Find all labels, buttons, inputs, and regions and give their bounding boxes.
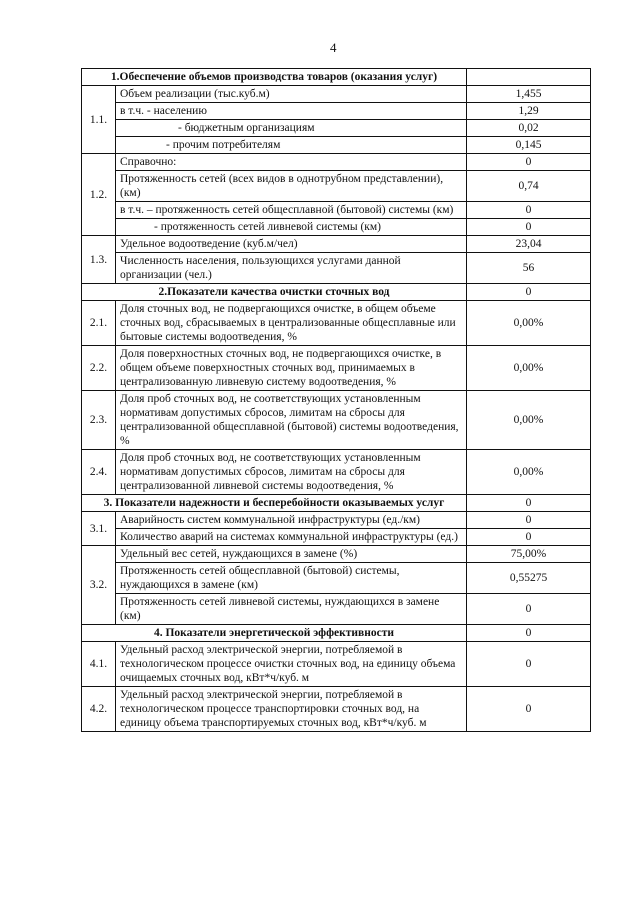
table-row — [82, 546, 591, 563]
section-title: 1.Обеспечение объемов производства товаров (оказания услуг) — [82, 69, 467, 86]
indicator-value: 0,145 — [467, 137, 591, 154]
indicator-value: 75,00% — [467, 546, 591, 563]
table-row — [82, 236, 591, 253]
indicator-value: 23,04 — [467, 236, 591, 253]
row-number: 2.3. — [82, 391, 116, 450]
indicator-value: 1,455 — [467, 86, 591, 103]
indicator-label: Объем реализации (тыс.куб.м) — [116, 86, 467, 103]
indicator-value: 0,55275 — [467, 563, 591, 594]
indicator-value: 0 — [467, 202, 591, 219]
indicator-label: Доля проб сточных вод, не соответствующих установленным нормативам допустимых сбросов, лимитам на сбросы для централизованной общесплавной (бытовой) системы водоотведения, % — [116, 391, 467, 450]
indicator-label: Доля проб сточных вод, не соответствующих установленным нормативам допустимых сбросов, лимитам на сбросы для централизованной ливневой системы водоотведения, % — [116, 450, 467, 495]
table-row — [82, 86, 591, 103]
indicator-value: 0 — [467, 594, 591, 625]
indicator-label: Протяженность сетей (всех видов в однотрубном представлении), (км) — [116, 171, 467, 202]
section-header-row — [82, 69, 591, 86]
section-value: 0 — [467, 625, 591, 642]
section-header-row — [82, 284, 591, 301]
indicator-value: 0 — [467, 687, 591, 732]
section-title: 3. Показатели надежности и бесперебойности оказываемых услуг — [82, 495, 467, 512]
indicator-label: в т.ч. - населению — [116, 103, 467, 120]
section-value — [467, 69, 591, 86]
indicator-value: 0 — [467, 154, 591, 171]
table-row — [82, 137, 591, 154]
indicator-label: Аварийность систем коммунальной инфраструктуры (ед./км) — [116, 512, 467, 529]
row-number: 1.3. — [82, 236, 116, 284]
row-number: 2.2. — [82, 346, 116, 391]
table-row — [82, 346, 591, 391]
indicator-value: 0,74 — [467, 171, 591, 202]
indicator-label: Удельный вес сетей, нуждающихся в замене (%) — [116, 546, 467, 563]
indicator-value: 0,00% — [467, 450, 591, 495]
row-number: 1.1. — [82, 86, 116, 154]
table-row — [82, 253, 591, 284]
indicator-value: 1,29 — [467, 103, 591, 120]
indicator-value: 0,00% — [467, 346, 591, 391]
indicator-value: 0 — [467, 529, 591, 546]
row-number: 4.2. — [82, 687, 116, 732]
indicator-label: Удельный расход электрической энергии, потребляемой в технологическом процессе транспортировки сточных вод, на единицу объема транспортируемых сточных вод, кВт*ч/куб. м — [116, 687, 467, 732]
table-row — [82, 563, 591, 594]
indicator-value: 0,00% — [467, 391, 591, 450]
table-row — [82, 202, 591, 219]
indicator-value: 0 — [467, 512, 591, 529]
table-row — [82, 391, 591, 450]
page-number: 4 — [330, 40, 337, 55]
table-row — [82, 120, 591, 137]
indicator-label: - бюджетным организациям — [116, 120, 467, 137]
table-row — [82, 642, 591, 687]
indicator-value: 0,02 — [467, 120, 591, 137]
section-value: 0 — [467, 284, 591, 301]
row-number: 1.2. — [82, 154, 116, 236]
section-title: 2.Показатели качества очистки сточных вод — [82, 284, 467, 301]
indicator-label: Количество аварий на системах коммунальной инфраструктуры (ед.) — [116, 529, 467, 546]
table-row — [82, 154, 591, 171]
section-title: 4. Показатели энергетической эффективности — [82, 625, 467, 642]
table-row — [82, 450, 591, 495]
table-row — [82, 219, 591, 236]
indicator-label: Протяженность сетей ливневой системы, нуждающихся в замене (км) — [116, 594, 467, 625]
indicator-label: - протяженность сетей ливневой системы (км) — [116, 219, 467, 236]
indicator-label: Протяженность сетей общесплавной (бытовой) системы, нуждающихся в замене (км) — [116, 563, 467, 594]
table-row — [82, 103, 591, 120]
row-number: 3.1. — [82, 512, 116, 546]
table-row — [82, 594, 591, 625]
indicator-label: Доля сточных вод, не подвергающихся очистке, в общем объеме сточных вод, сбрасываемых в централизованные общесплавные или бытовые системы водоотведения, % — [116, 301, 467, 346]
indicator-label: Удельный расход электрической энергии, потребляемой в технологическом процессе очистки сточных вод, на единицу объема очищаемых сточных вод, кВт*ч/куб. м — [116, 642, 467, 687]
table-row — [82, 171, 591, 202]
table-row — [82, 529, 591, 546]
row-number: 3.2. — [82, 546, 116, 625]
row-number: 4.1. — [82, 642, 116, 687]
section-header-row — [82, 495, 591, 512]
indicators-table — [81, 68, 591, 732]
indicator-value: 0 — [467, 219, 591, 236]
indicator-label: Численность населения, пользующихся услугами данной организации (чел.) — [116, 253, 467, 284]
indicator-label: Удельное водоотведение (куб.м/чел) — [116, 236, 467, 253]
indicator-label: Доля поверхностных сточных вод, не подвергающихся очистке, в общем объеме поверхностных сточных вод, принимаемых в централизованную ливневую систему водоотведения, % — [116, 346, 467, 391]
table-row — [82, 512, 591, 529]
indicator-value: 56 — [467, 253, 591, 284]
table-row — [82, 301, 591, 346]
indicator-label: - прочим потребителям — [116, 137, 467, 154]
indicator-value: 0,00% — [467, 301, 591, 346]
indicator-value: 0 — [467, 642, 591, 687]
row-number: 2.4. — [82, 450, 116, 495]
table-row — [82, 687, 591, 732]
section-header-row — [82, 625, 591, 642]
indicator-label: в т.ч. – протяженность сетей общесплавной (бытовой) системы (км) — [116, 202, 467, 219]
section-value: 0 — [467, 495, 591, 512]
row-number: 2.1. — [82, 301, 116, 346]
indicator-label: Справочно: — [116, 154, 467, 171]
